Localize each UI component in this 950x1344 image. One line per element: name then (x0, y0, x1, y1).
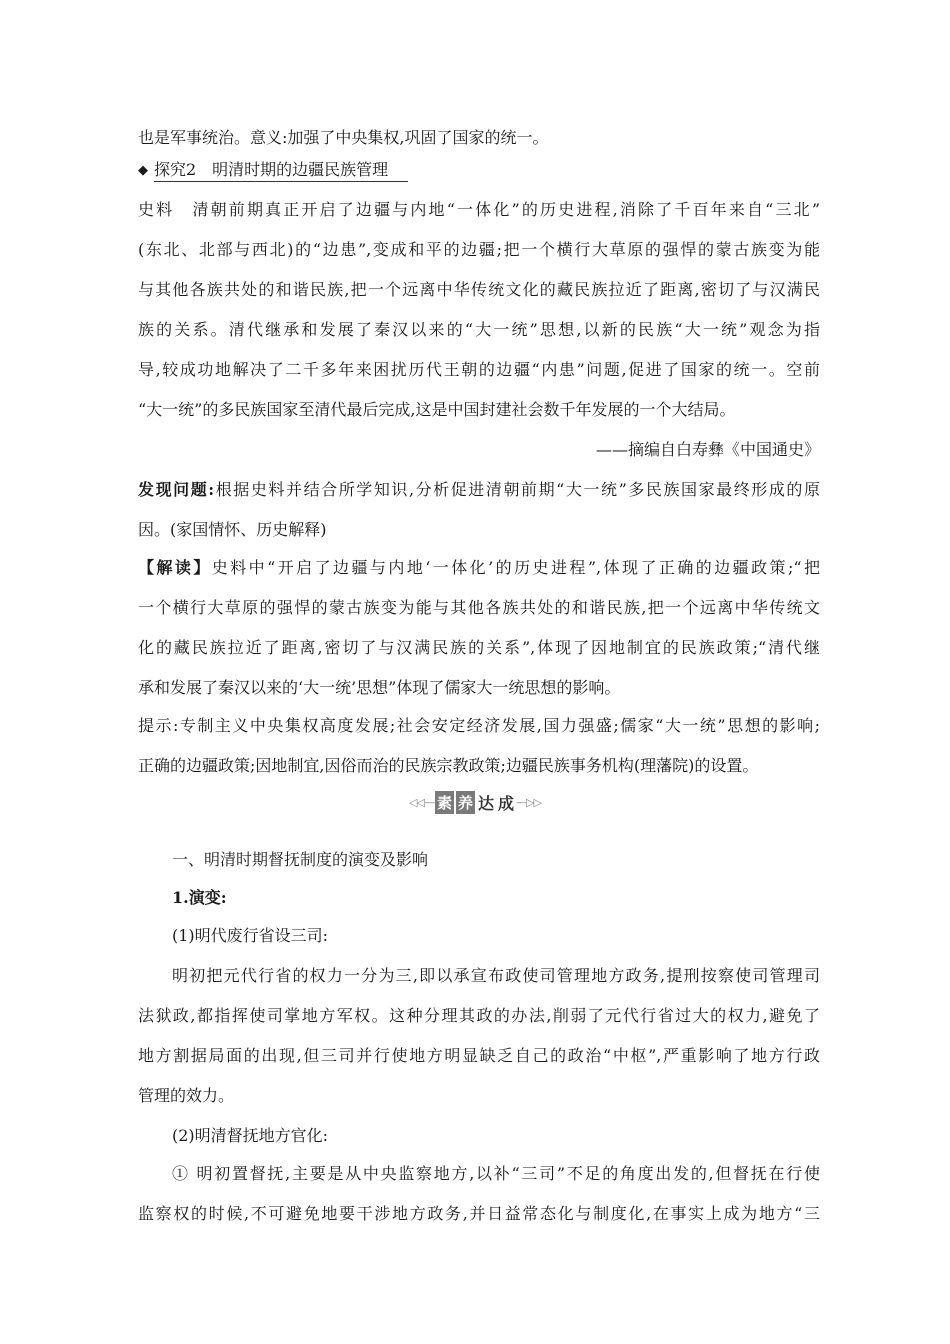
interpretation-line: 承和发展了秦汉以来的‘大一统’思想”体现了儒家大一统思想的影响。 (138, 678, 621, 697)
section-heading-text: 探究2 明清时期的边疆民族管理 (154, 160, 408, 182)
source-text-line: 史料 清朝前期真正开启了边疆与内地“一体化”的历史进程,消除了千百年来自“三北” (138, 200, 820, 219)
point-heading: 1.演变: (172, 888, 227, 907)
section-heading-explore-2 (138, 160, 820, 182)
body-line: 地方割据局面的出现,但三司并行使地方明显缺乏自己的政治“中枢”,严重影响了地方行政 (138, 1046, 820, 1065)
banner-char-box: 素 (435, 791, 454, 814)
body-line: 监察权的时候,不可避免地要干涉地方政务,并日益常态化与制度化,在事实上成为地方“三 (138, 1204, 820, 1223)
question-line: 因。(家国情怀、历史解释) (138, 520, 327, 539)
question-label: 发现问题: (138, 480, 215, 499)
interpretation-text: 史料中“开启了边疆与内地‘一体化’的历史进程”,体现了正确的边疆政策;“把 (211, 558, 820, 577)
banner-char: 达 (478, 793, 495, 813)
question-text: 根据史料并结合所学知识,分析促进清朝前期“大一统”多民族国家最终形成的原 (214, 480, 820, 499)
left-arrow-deco-icon: ◁◁— (409, 795, 434, 809)
body-line: 法狱政,都指挥使司掌地方军权。这种分理其政的办法,削弱了元代行省过大的权力,避免了 (138, 1006, 820, 1025)
source-text-line: 族的关系。清代继承和发展了秦汉以来的“大一统”思想,以新的民族“大一统”观念为指 (138, 320, 820, 339)
right-arrow-deco-icon: —▷▷ (516, 795, 541, 809)
interpretation-line (138, 558, 820, 578)
body-line: ① 明初置督抚,主要是从中央监察地方,以补“三司”不足的角度出发的,但督抚在行使 (172, 1164, 820, 1183)
source-text-line: “大一统”的多民族国家至清代最后完成,这是中国封建社会数千年发展的一个大结局。 (138, 400, 736, 419)
banner-char-box: 养 (456, 791, 475, 814)
paragraph-line: 也是军事统治。意义:加强了中央集权,巩固了国家的统一。 (138, 128, 549, 147)
diamond-bullet-icon: ◆ (138, 163, 148, 178)
source-citation: ——摘编自白寿彝《中国通史》 (595, 440, 820, 459)
interpretation-label: 【解读】 (138, 558, 212, 577)
body-line: 管理的效力。 (138, 1086, 235, 1105)
point-subheading: (2)明清督抚地方官化: (172, 1126, 329, 1145)
source-text-line: 导,较成功地解决了二千多年来困扰历代王朝的边疆“内患”问题,促进了国家的统一。空前 (138, 360, 820, 379)
interpretation-line: 化的藏民族拉近了距离,密切了与汉满民族的关系”,体现了因地制宜的民族政策;“清代继 (138, 638, 820, 657)
question-line (138, 480, 820, 500)
body-line: 明初把元代行省的权力一分为三,即以承宣布政使司管理地方政务,提刑按察使司管理司 (172, 966, 820, 985)
section-banner (380, 787, 570, 817)
hint-line: 正确的边疆政策;因地制宜,因俗而治的民族宗教政策;边疆民族事务机构(理藩院)的设置。 (138, 756, 759, 775)
interpretation-line: 一个横行大草原的强悍的蒙古族变为能与其他各族共处的和谐民族,把一个远离中华传统文 (138, 598, 820, 617)
source-text-line: (东北、北部与西北)的“边患”,变成和平的边疆;把一个横行大草原的强悍的蒙古族变为能 (138, 240, 820, 259)
source-text-line: 与其他各族共处的和谐民族,把一个远离中华传统文化的藏民族拉近了距离,密切了与汉满民 (138, 280, 820, 299)
hint-line: 提示:专制主义中央集权高度发展;社会安定经济发展,国力强盛;儒家“大一统”思想的影响; (138, 716, 820, 735)
banner-char: 成 (498, 793, 515, 813)
point-subheading: (1)明代废行省设三司: (172, 926, 329, 945)
subsection-heading: 一、明清时期督抚制度的演变及影响 (172, 850, 429, 869)
